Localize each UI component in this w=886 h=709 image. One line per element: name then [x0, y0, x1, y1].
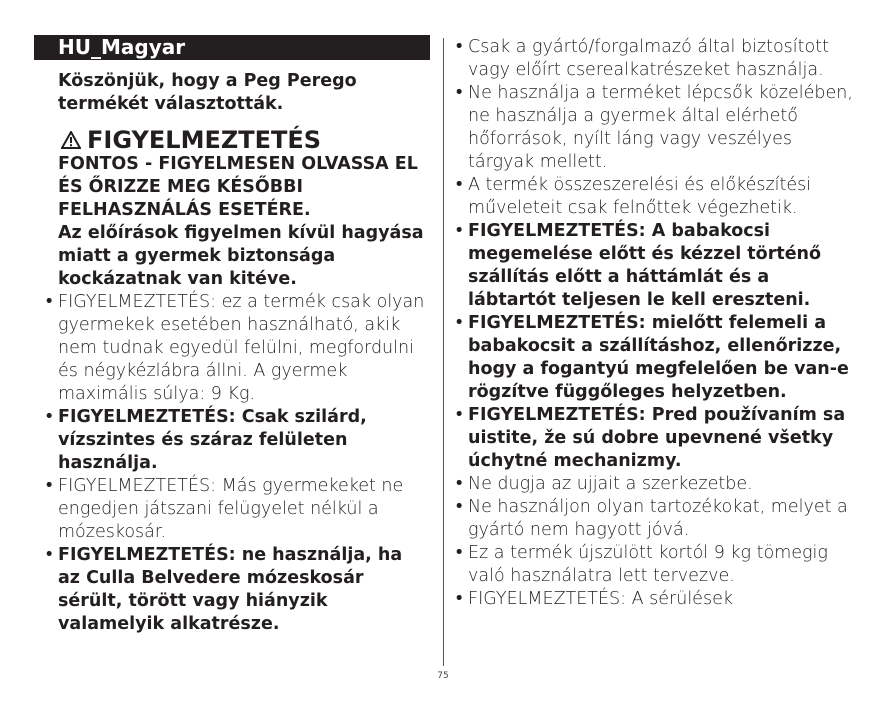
language-header: HU_Magyar — [34, 35, 430, 60]
warning-heading — [58, 127, 430, 153]
right-column — [468, 36, 858, 611]
risk-notice: Az előírások figyelmen kívül hagyása miatt a gyermek biztonsága kockázatnak van kitéve. — [58, 223, 424, 289]
list-item: • A termék összeszerelési és előkészítési műveleteit csak felnőttek végezhetik. — [468, 174, 858, 220]
list-item: • FIGYELMEZTETÉS: ne használja, ha az Culla Belvedere mózeskosár sérült, törött vagy hiányzik valamelyik alkatrésze. — [58, 544, 430, 636]
list-item: • Ez a termék újszülött kortól 9 kg tömegig való használatra lett tervezve. — [468, 542, 858, 588]
left-column — [58, 70, 430, 636]
warning-triangle-icon — [61, 131, 81, 149]
warning-title: FIGYELMEZTETÉS — [87, 126, 322, 154]
list-item: • FIGYELMEZTETÉS: Pred používaním sa uistite, že sú dobre upevnené všetky úchytné mechanizmy. — [468, 404, 858, 473]
list-item: • Ne dugja az ujjait a szerkezetbe. — [468, 473, 858, 496]
list-item: • FIGYELMEZTETÉS: A babakocsi megemelése előtt és kézzel történő szállítás előtt a háttámlát és a lábtartót teljesen le kell ereszteni. — [468, 220, 858, 312]
list-item: • FIGYELMEZTETÉS: ez a termék csak olyan gyermekek esetében használható, akik nem tudnak egyedül felülni, megfordulni és négykézlábra állni. A gyermek maximális súlya: 9 Kg. — [58, 291, 430, 406]
thanks-text: Köszönjük, hogy a Peg Perego termékét választották. — [58, 71, 357, 114]
page-number: 75 — [437, 671, 449, 681]
list-item: • FIGYELMEZTETÉS: mielőtt felemeli a babakocsit a szállításhoz, ellenőrizze, hogy a fogantyú megfelelően be van-e rögzítve függőleges helyzetben. — [468, 312, 858, 404]
column-divider — [443, 38, 444, 666]
list-item: • FIGYELMEZTETÉS: Más gyermekeket ne engedjen játszani felügyelet nélkül a mózeskosár. — [58, 475, 430, 544]
list-item: • Csak a gyártó/forgalmazó által biztosított vagy előírt cserealkatrészeket használja. — [468, 36, 858, 82]
list-item: • Ne használja a terméket lépcsők közelében, ne használja a gyermek által elérhető hőforrások, nyílt láng vagy veszélyes tárgyak mellett. — [468, 82, 858, 174]
list-item: • FIGYELMEZTETÉS: A sérülések — [468, 588, 858, 611]
list-item: • Ne használjon olyan tartozékokat, melyet a gyártó nem hagyott jóvá. — [468, 496, 858, 542]
important-notice: FONTOS - FIGYELMESEN OLVASSA EL ÉS ŐRIZZE MEG KÉSŐBBI FELHASZNÁLÁS ESETÉRE. — [58, 154, 418, 220]
list-item: • FIGYELMEZTETÉS: Csak szilárd, vízszintes és száraz felületen használja. — [58, 406, 430, 475]
